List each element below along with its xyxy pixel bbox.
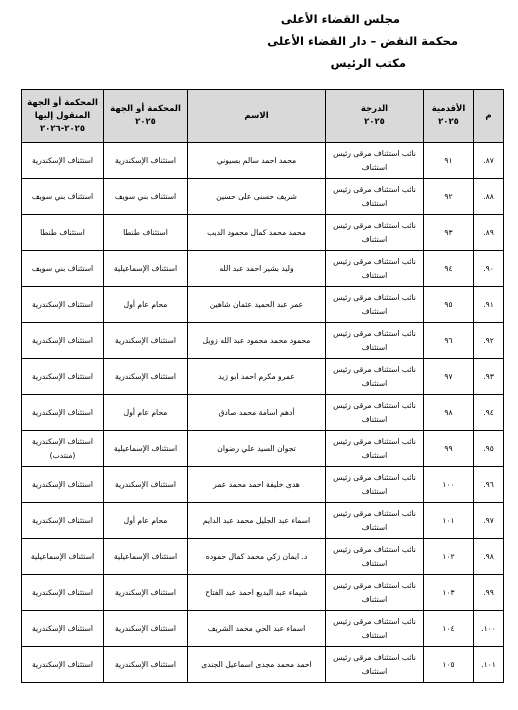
cell-name: شريف حسنى على حسين xyxy=(188,179,326,215)
grade-line: استئناف xyxy=(361,198,388,208)
grade-line: نائب استئناف مرقى رئيس xyxy=(333,652,416,662)
cell-court: محام عام أول xyxy=(104,395,188,431)
table-body xyxy=(22,143,504,683)
cell-num: ٨٨. xyxy=(474,179,504,215)
grade-line: استئناف xyxy=(361,522,388,532)
cell-seniority: ٩٣ xyxy=(424,215,474,251)
cell-court: استئناف بني سويف xyxy=(104,179,188,215)
table-row xyxy=(22,431,504,467)
cell-transferred-to xyxy=(22,323,104,359)
cell-name: محمود محمد محمود عبد الله زويل xyxy=(188,323,326,359)
grade-line: استئناف xyxy=(361,414,388,424)
transferred-line: استئناف الإسكندرية xyxy=(31,587,94,597)
cell-grade xyxy=(326,503,424,539)
cell-num: ٩٩. xyxy=(474,575,504,611)
grade-line: نائب استئناف مرقى رئيس xyxy=(333,256,416,266)
transferred-line: استئناف بني سويف xyxy=(31,191,94,201)
cell-name: أدهم اسامة محمد صادق xyxy=(188,395,326,431)
cell-transferred-to xyxy=(22,611,104,647)
cell-grade xyxy=(326,143,424,179)
cell-transferred-to xyxy=(22,647,104,683)
table-row xyxy=(22,611,504,647)
grade-line: استئناف xyxy=(361,234,388,244)
grade-line: نائب استئناف مرقى رئيس xyxy=(333,472,416,482)
cell-num: ٩٧. xyxy=(474,503,504,539)
transferred-line: استئناف الإسكندرية xyxy=(31,623,94,633)
cell-num: ٩٤. xyxy=(474,395,504,431)
cell-seniority: ٩١ xyxy=(424,143,474,179)
cell-court: استئناف الإسكندرية xyxy=(104,647,188,683)
cell-transferred-to xyxy=(22,143,104,179)
cell-court: استئناف طنطا xyxy=(104,215,188,251)
cell-court: استئناف الإسكندرية xyxy=(104,575,188,611)
table-row xyxy=(22,251,504,287)
cell-transferred-to xyxy=(22,215,104,251)
cell-seniority: ١٠٢ xyxy=(424,539,474,575)
transferred-line: استئناف الإسكندرية xyxy=(31,335,94,345)
cell-seniority: ١٠٣ xyxy=(424,575,474,611)
cell-transferred-to xyxy=(22,395,104,431)
cell-seniority: ٩٨ xyxy=(424,395,474,431)
grade-line: نائب استئناف مرقى رئيس xyxy=(333,292,416,302)
cell-transferred-to xyxy=(22,503,104,539)
cell-num: ٨٧. xyxy=(474,143,504,179)
cell-name: وليد بشير احمد عبد الله xyxy=(188,251,326,287)
cell-seniority: ١٠١ xyxy=(424,503,474,539)
transferred-line: استئناف الإسكندرية xyxy=(31,371,94,381)
cell-transferred-to xyxy=(22,251,104,287)
cell-name: عمرو مكرم احمد ابو زيد xyxy=(188,359,326,395)
cell-court: استئناف الإسماعيلية xyxy=(104,539,188,575)
cell-name: هدى خليفة احمد محمد عمر xyxy=(188,467,326,503)
grade-line: نائب استئناف مرقى رئيس xyxy=(333,364,416,374)
office-title: مكتب الرئيس xyxy=(330,56,406,70)
cell-grade xyxy=(326,323,424,359)
cell-transferred-to xyxy=(22,179,104,215)
cell-court: استئناف الإسكندرية xyxy=(104,143,188,179)
cell-name: د. ايمان زكي محمد كمال حموده xyxy=(188,539,326,575)
col-header-name: الاسم xyxy=(188,90,326,143)
table-row xyxy=(22,467,504,503)
table-row xyxy=(22,323,504,359)
grade-line: نائب استئناف مرقى رئيس xyxy=(333,184,416,194)
cell-seniority: ٩٢ xyxy=(424,179,474,215)
table-row xyxy=(22,395,504,431)
cell-grade xyxy=(326,539,424,575)
cell-court: محام عام أول xyxy=(104,287,188,323)
transferred-line: استئناف الإسكندرية xyxy=(31,515,94,525)
transferred-line: (منتدب) xyxy=(49,450,76,460)
court-title: محكمة النقض – دار القضاء الأعلى xyxy=(267,34,458,48)
grade-line: نائب استئناف مرقى رئيس xyxy=(333,400,416,410)
transferred-line: استئناف الإسكندرية xyxy=(31,155,94,165)
grade-line: نائب استئناف مرقى رئيس xyxy=(333,148,416,158)
cell-name: شيماء عبد البديع احمد عبد الفتاح xyxy=(188,575,326,611)
cell-name: محمد محمد كمال محمود الديب xyxy=(188,215,326,251)
grade-line: استئناف xyxy=(361,162,388,172)
table-row xyxy=(22,143,504,179)
cell-num: ٩٣. xyxy=(474,359,504,395)
grade-line: استئناف xyxy=(361,270,388,280)
grade-line: نائب استئناف مرقى رئيس xyxy=(333,508,416,518)
cell-transferred-to xyxy=(22,431,104,467)
grade-line: استئناف xyxy=(361,486,388,496)
cell-grade xyxy=(326,287,424,323)
grade-line: نائب استئناف مرقى رئيس xyxy=(333,580,416,590)
col-header-seniority: الأقدمية ٢٠٢٥ xyxy=(424,90,474,143)
grade-line: استئناف xyxy=(361,630,388,640)
cell-grade xyxy=(326,359,424,395)
grade-line: استئناف xyxy=(361,378,388,388)
cell-grade xyxy=(326,647,424,683)
cell-seniority: ٩٩ xyxy=(424,431,474,467)
cell-seniority: ١٠٤ xyxy=(424,611,474,647)
grade-line: نائب استئناف مرقى رئيس xyxy=(333,616,416,626)
cell-name: تجوان السيد علي رضوان xyxy=(188,431,326,467)
table-row xyxy=(22,575,504,611)
col-header-transferred: المحكمة أو الجهة المنقول إليها ٢٠٢٥-٢٠٢٦ xyxy=(22,90,104,143)
cell-num: ٩٨. xyxy=(474,539,504,575)
cell-court: استئناف الإسماعيلية xyxy=(104,431,188,467)
cell-transferred-to xyxy=(22,575,104,611)
cell-grade xyxy=(326,611,424,647)
grade-line: نائب استئناف مرقى رئيس xyxy=(333,436,416,446)
cell-grade xyxy=(326,395,424,431)
grade-line: استئناف xyxy=(361,306,388,316)
col-header-court: المحكمة أو الجهة ٢٠٢٥ xyxy=(104,90,188,143)
transferred-line: استئناف الإسكندرية xyxy=(31,299,94,309)
col-header-grade: الدرجة ٢٠٢٥ xyxy=(326,90,424,143)
cell-name: عمر عبد الحميد عثمان شاهين xyxy=(188,287,326,323)
table-row xyxy=(22,647,504,683)
grade-line: استئناف xyxy=(361,558,388,568)
cell-seniority: ٩٥ xyxy=(424,287,474,323)
cell-court: محام عام أول xyxy=(104,503,188,539)
cell-seniority: ٩٦ xyxy=(424,323,474,359)
cell-num: ١٠١. xyxy=(474,647,504,683)
grade-line: نائب استئناف مرقى رئيس xyxy=(333,544,416,554)
table-header-row xyxy=(22,90,504,143)
grade-line: استئناف xyxy=(361,666,388,676)
cell-num: ٨٩. xyxy=(474,215,504,251)
transfers-table xyxy=(21,89,504,683)
grade-line: استئناف xyxy=(361,594,388,604)
cell-grade xyxy=(326,251,424,287)
cell-court: استئناف الإسكندرية xyxy=(104,611,188,647)
cell-grade xyxy=(326,179,424,215)
cell-num: ٩٢. xyxy=(474,323,504,359)
table-row xyxy=(22,287,504,323)
transferred-line: استئناف الإسكندرية xyxy=(31,436,94,446)
cell-grade xyxy=(326,215,424,251)
cell-num: ٩٠. xyxy=(474,251,504,287)
table-row xyxy=(22,179,504,215)
cell-transferred-to xyxy=(22,539,104,575)
cell-seniority: ١٠٠ xyxy=(424,467,474,503)
cell-transferred-to xyxy=(22,287,104,323)
cell-name: اسماء عبد الجليل محمد عبد الدايم xyxy=(188,503,326,539)
cell-court: استئناف الإسكندرية xyxy=(104,323,188,359)
cell-transferred-to xyxy=(22,359,104,395)
transferred-line: استئناف الإسكندرية xyxy=(31,659,94,669)
table-row xyxy=(22,215,504,251)
cell-num: ٩١. xyxy=(474,287,504,323)
cell-num: ٩٦. xyxy=(474,467,504,503)
transferred-line: استئناف الإسكندرية xyxy=(31,479,94,489)
cell-seniority: ٩٧ xyxy=(424,359,474,395)
cell-name: محمد احمد سالم بسيوني xyxy=(188,143,326,179)
cell-seniority: ١٠٥ xyxy=(424,647,474,683)
cell-seniority: ٩٤ xyxy=(424,251,474,287)
table-row xyxy=(22,503,504,539)
grade-line: استئناف xyxy=(361,450,388,460)
cell-transferred-to xyxy=(22,467,104,503)
cell-court: استئناف الإسماعيلية xyxy=(104,251,188,287)
cell-grade xyxy=(326,467,424,503)
transferred-line: استئناف طنطا xyxy=(40,227,85,237)
transferred-line: استئناف الإسكندرية xyxy=(31,407,94,417)
table-row xyxy=(22,539,504,575)
table-row xyxy=(22,359,504,395)
council-title: مجلس القضاء الأعلى xyxy=(280,12,400,26)
cell-num: ٩٥. xyxy=(474,431,504,467)
cell-name: اسماء عبد الحي محمد الشريف xyxy=(188,611,326,647)
grade-line: نائب استئناف مرقى رئيس xyxy=(333,328,416,338)
col-header-num: م xyxy=(474,90,504,143)
cell-num: ١٠٠. xyxy=(474,611,504,647)
transferred-line: استئناف الإسماعيلية xyxy=(30,551,95,561)
document-header xyxy=(198,8,458,74)
cell-name: احمد محمد مجدى اسماعيل الجندى xyxy=(188,647,326,683)
cell-court: استئناف الإسكندرية xyxy=(104,467,188,503)
grade-line: استئناف xyxy=(361,342,388,352)
transferred-line: استئناف بني سويف xyxy=(31,263,94,273)
cell-court: استئناف الإسكندرية xyxy=(104,359,188,395)
cell-grade xyxy=(326,575,424,611)
grade-line: نائب استئناف مرقى رئيس xyxy=(333,220,416,230)
cell-grade xyxy=(326,431,424,467)
